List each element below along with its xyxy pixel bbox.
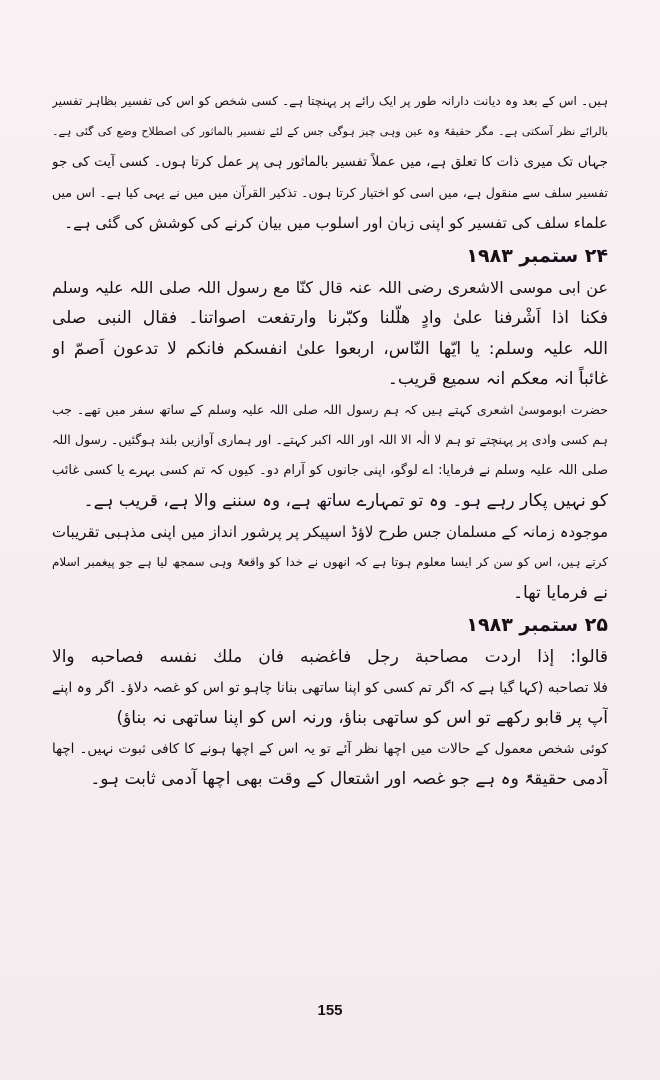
text-line: کوئی شخص معمول کے حالات میں اچھا نظر آئے تو یہ اس کے اچھا ہونے کا کافی ثبوت نہیں۔ اچھا (52, 740, 608, 757)
text-line: علماء سلف کی تفسیر کو اپنی زبان اور اسلوب میں بیان کرنے کی کوشش کی گئی ہے۔ (64, 214, 608, 232)
text-line: عن ابی موسی الاشعری رضی اللہ عنہ قال کنّا مع رسول اللہ صلی اللہ علیہ وسلم (52, 277, 608, 297)
text-line: قالوا: إذا اردت مصاحبة رجل فاغضبه فان ملك نفسه فصاحبه والا (52, 647, 608, 667)
text-line: بالرائے نظر آسکتی ہے۔ مگر حقیقۃً وہ عین وہی چیز ہوگی جس کے لئے تفسیر بالماثور کی اصطلاح وضع کی گئی ہے۔ (52, 124, 608, 138)
paragraph (52, 395, 608, 517)
text-line: ہیں۔ اس کے بعد وہ دیانت دارانہ طور پر ایک رائے پر پہنچتا ہے۔ کسی شخص کو اس کی تفسیر بظاہر تفسیر (52, 94, 608, 108)
text-line: موجودہ زمانہ کے مسلمان جس طرح لاؤڈ اسپیکر پر پرشور انداز میں اپنی مذہبی تقریبات (52, 522, 608, 541)
text-line: غائباً انہ معکم انہ سمیع قریب۔ (387, 369, 608, 389)
page-body-text (52, 86, 608, 795)
text-line: فکنا اذا اَشْرفنا علیٰ وادٍ ھلّلنا وکبّرنا وارتفعت اصواتنا۔ فقال النبی صلی (52, 308, 608, 328)
page-number: 155 (317, 1002, 343, 1019)
paragraph (52, 273, 608, 395)
text-line: حضرت ابوموسیٰ اشعری کہتے ہیں کہ ہم رسول اللہ صلی اللہ علیہ وسلم کے ساتھ سفر میں تھے۔ جب (52, 401, 608, 417)
diary-date-heading: ۲۵ ستمبر ۱۹۸۳ (466, 614, 608, 636)
text-line: آدمی حقیقۃً وہ ہے جو غصہ اور اشتعال کے وقت بھی اچھا آدمی ثابت ہو۔ (90, 769, 608, 789)
text-line: تفسیر سلف سے منقول ہے، میں اسی کو اختیار کرتا ہوں۔ تذکیر القرآن میں میں نے یہی کیا ہے۔ اس میں (52, 184, 608, 200)
text-line: فلا تصاحبه (کہا گیا ہے کہ اگر تم کسی کو اپنا ساتھی بنانا چاہو تو اس کو غصہ دلاؤ۔ اگر وہ اپنے (52, 679, 608, 696)
paragraph (52, 642, 608, 734)
paragraph (52, 517, 608, 609)
text-line: آپ پر قابو رکھے تو اس کو ساتھی بناؤ، ورنہ اس کو اپنا ساتھی نہ بناؤ) (116, 708, 608, 728)
text-line: ہم کسی وادی پر پہنچتے تو ہم لا الٰہ الا اللہ اور اللہ اکبر کہتے۔ اور ہماری آوازیں بلند ہوگئیں۔ رسول اللہ (52, 432, 608, 447)
text-line: کو نہیں پکار رہے ہو۔ وہ تو تمہارے ساتھ ہے، وہ سننے والا ہے، قریب ہے۔ (83, 491, 608, 511)
text-line: نے فرمایا تھا۔ (513, 582, 608, 603)
paragraph (52, 86, 608, 239)
text-line: اللہ علیہ وسلم: یا ایّھا النّاس، اربعوا علیٰ انفسکم فانکم لا تدعون اَصمّ او (52, 338, 608, 359)
paragraph (52, 734, 608, 795)
text-line: جہاں تک میری ذات کا تعلق ہے، میں عملاً تفسیر بالماثور ہی پر عمل کرتا ہوں۔ کسی آیت کی جو (52, 154, 608, 170)
text-line: کرتے ہیں، اس کو سن کر ایسا معلوم ہوتا ہے کہ انھوں نے خدا کو واقعۃً وہی سمجھ لیا ہے جو پیغمبر اسلام (52, 555, 608, 569)
text-line: صلی اللہ علیہ وسلم نے فرمایا: اے لوگو، اپنی جانوں کو آرام دو۔ کیوں کہ تم کسی بہرے یا کسی غائب (52, 462, 608, 478)
diary-date-heading: ۲۴ ستمبر ۱۹۸۳ (466, 244, 608, 267)
